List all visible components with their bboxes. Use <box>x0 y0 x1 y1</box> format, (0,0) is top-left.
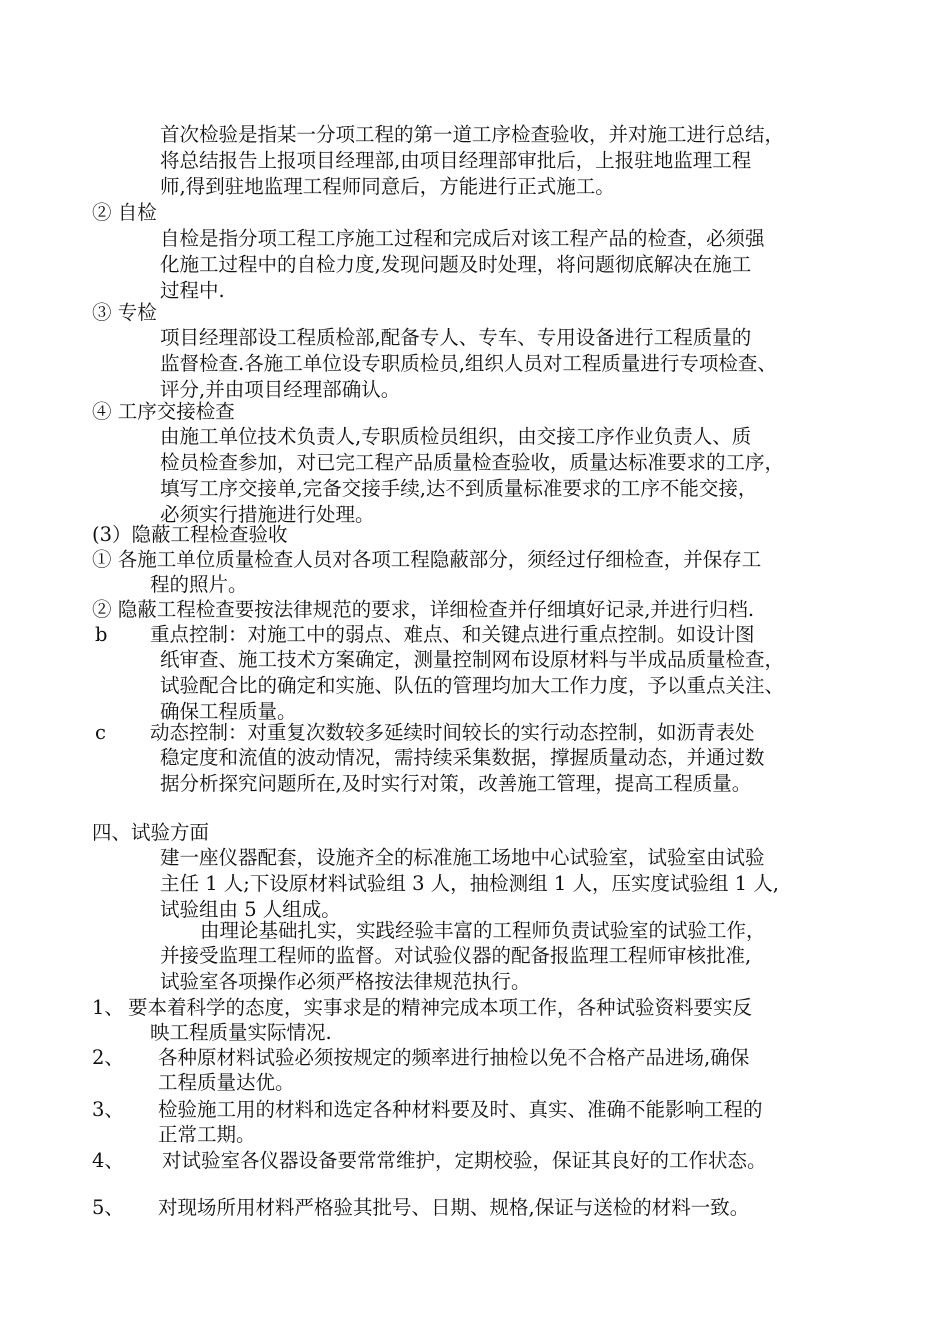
text-line: 据分析探究问题所在,及时实行对策，改善施工管理，提高工程质量。 <box>160 772 752 795</box>
text-line: 必须实行措施进行处理。 <box>160 503 375 526</box>
text-line: 试验室各项操作必须严格按法律规范执行。 <box>160 970 531 993</box>
item-b-label: b <box>95 623 108 646</box>
handover-inspection-heading: ④ 工序交接检查 <box>92 400 235 423</box>
handover-inspection-paragraph <box>160 424 784 528</box>
item-b-line-1: 重点控制：对施工中的弱点、难点、和关键点进行重点控制。如设计图 <box>150 623 755 646</box>
text-line: 并接受监理工程师的监督。对试验仪器的配备报监理工程师审核批准, <box>160 944 752 967</box>
test-section-heading: 四、试验方面 <box>92 821 210 844</box>
list-item-4-text: 对试验室各仪器设备要常常维护，定期校验，保证其良好的工作状态。 <box>162 1149 767 1172</box>
special-inspection-heading: ③ 专检 <box>92 301 157 324</box>
text-line: 填写工序交接单,完备交接手续,达不到质量标准要求的工序不能交接， <box>160 477 758 500</box>
first-inspection-paragraph <box>160 122 784 200</box>
test-paragraph-2-rest <box>160 943 751 995</box>
item-c-label: c <box>95 721 106 744</box>
text-line: 主任 1 人;下设原材料试验组 3 人，抽检测组 1 人，压实度试验组 1 人, <box>160 872 779 895</box>
text-line: 试验配合比的确定和实施、队伍的管理均加大工作力度，予以重点关注、 <box>160 674 785 697</box>
list-item-3-text: 检验施工用的材料和选定各种材料要及时、真实、准确不能影响工程的 <box>158 1098 763 1121</box>
list-item-1-num: 1、 <box>92 996 124 1019</box>
list-item-5-num: 5、 <box>92 1196 124 1219</box>
text-line: 首次检验是指某一分项工程的第一道工序检查验收，并对施工进行总结， <box>160 123 785 146</box>
text-line: 评分,并由项目经理部确认。 <box>160 378 401 401</box>
item-c-line-1: 动态控制：对重复次数较多延续时间较长的实行动态控制，如沥青表处 <box>150 721 755 744</box>
list-item-3-cont: 正常工期。 <box>158 1123 256 1146</box>
text-line: 检员检查参加，对已完工程产品质量检查验收，质量达标准要求的工序， <box>160 451 785 474</box>
special-inspection-paragraph <box>160 325 777 403</box>
text-line: 确保工程质量。 <box>160 700 297 723</box>
hidden-works-heading: (3）隐蔽工程检查验收 <box>92 523 288 546</box>
list-item-4-num: 4、 <box>92 1149 124 1172</box>
text-line: 纸审查、施工技术方案确定，测量控制网布设原材料与半成品质量检查， <box>160 648 785 671</box>
hidden-works-item-1-cont: 程的照片。 <box>150 573 248 596</box>
list-item-1-cont: 映工程质量实际情况. <box>150 1021 332 1044</box>
list-item-5-text: 对现场所用材料严格验其批号、日期、规格,保证与送检的材料一致。 <box>158 1196 750 1219</box>
text-line: 监督检查.各施工单位设专职质检员,组织人员对工程质量进行专项检查、 <box>160 352 777 375</box>
list-item-2-num: 2、 <box>92 1046 124 1069</box>
text-line: 师,得到驻地监理工程师同意后，方能进行正式施工。 <box>160 175 615 198</box>
text-line: 过程中. <box>160 279 225 302</box>
text-line: 项目经理部设工程质检部,配备专人、专车、专用设备进行工程质量的 <box>160 326 752 349</box>
hidden-works-item-1: ① 各施工单位质量检查人员对各项工程隐蔽部分，须经过仔细检查，并保存工 <box>92 548 762 571</box>
test-paragraph <box>160 845 779 923</box>
list-item-1-text: 要本着科学的态度，实事求是的精神完成本项工作，各种试验资料要实反 <box>128 996 753 1019</box>
text-line: 建一座仪器配套，设施齐全的标准施工场地中心试验室，试验室由试验 <box>160 846 765 869</box>
item-c-rest <box>160 745 765 797</box>
self-inspection-heading: ② 自检 <box>92 201 157 224</box>
hidden-works-item-2: ② 隐蔽工程检查要按法律规范的要求，详细检查并仔细填好记录,并进行归档. <box>92 598 755 621</box>
text-line: 稳定度和流值的波动情况，需持续采集数据，撑握质量动态，并通过数 <box>160 746 765 769</box>
item-b-rest <box>160 647 784 725</box>
test-paragraph-2-line-1: 由理论基础扎实，实践经验丰富的工程师负责试验室的试验工作， <box>200 919 766 942</box>
text-line: 自检是指分项工程工序施工过程和完成后对该工程产品的检查，必须强 <box>160 227 765 250</box>
text-line: 由施工单位技术负责人,专职质检员组织，由交接工序作业负责人、质 <box>160 425 752 448</box>
self-inspection-paragraph <box>160 226 765 304</box>
list-item-2-text: 各种原材料试验必须按规定的频率进行抽检以免不合格产品进场,确保 <box>158 1046 750 1069</box>
text-line: 化施工过程中的自检力度,发现问题及时处理，将问题彻底解决在施工 <box>160 253 752 276</box>
text-line: 试验组由 5 人组成。 <box>160 898 341 921</box>
list-item-3-num: 3、 <box>92 1098 124 1121</box>
list-item-2-cont: 工程质量达优。 <box>158 1071 295 1094</box>
text-line: 将总结报告上报项目经理部,由项目经理部审批后，上报驻地监理工程 <box>160 149 752 172</box>
